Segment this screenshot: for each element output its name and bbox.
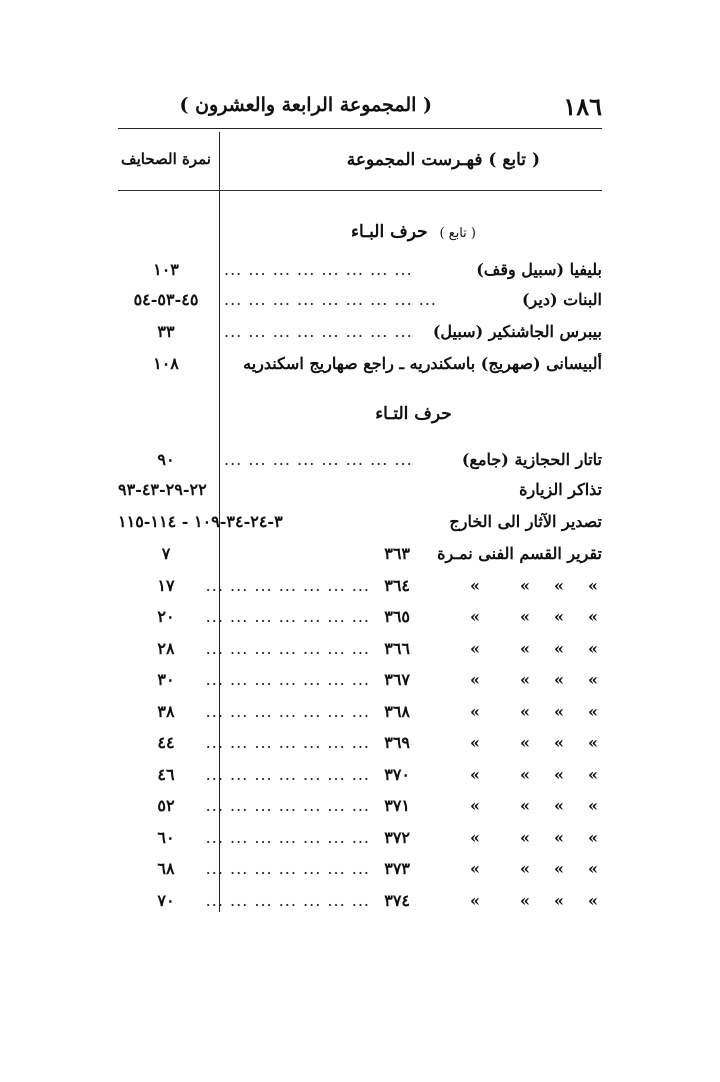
entry-label: تذاكر الزيارة: [519, 480, 602, 499]
report-entry: [118, 639, 602, 667]
ditto-mark: »: [588, 575, 598, 595]
column-heading-rule: [118, 190, 602, 191]
report-pages: ٦٠: [157, 827, 175, 847]
report-pages: ٦٨: [157, 859, 175, 878]
pages-column-heading: نمرة الصحايف: [121, 150, 211, 168]
page-number: ١٨٦: [563, 92, 602, 121]
section-heading-ta: [225, 404, 602, 424]
report-number: ٣٦٨: [384, 701, 410, 721]
ditto-mark: »: [520, 575, 530, 595]
ditto-mark: »: [470, 859, 480, 878]
report-label: تقرير القسم الفنى نمـرة: [437, 544, 602, 563]
ditto-mark: »: [520, 607, 530, 626]
entry-label: بيبرس الجاشنكير (سبيل): [432, 322, 602, 341]
ditto-mark: »: [520, 827, 530, 847]
report-number: ٣٧٤: [384, 890, 410, 910]
ditto-mark: »: [588, 764, 598, 784]
ditto-mark: »: [588, 796, 598, 815]
ditto-mark: »: [588, 670, 598, 689]
ditto-mark: »: [554, 796, 564, 815]
report-entry: [118, 576, 602, 604]
report-entry: [118, 733, 602, 761]
report-entry: [118, 544, 602, 572]
ditto-mark: »: [520, 890, 530, 910]
leader-dots: ... ... ... ... ... ... ...: [205, 733, 370, 752]
leader-dots: ... ... ... ... ... ... ... ... ...: [224, 290, 438, 309]
report-entry: [118, 796, 602, 824]
ditto-mark: »: [554, 859, 564, 878]
report-pages: ٤٦: [157, 764, 175, 784]
ditto-mark: »: [520, 733, 530, 752]
ditto-mark: »: [588, 827, 598, 847]
entry-pages: ١٠٨: [153, 354, 179, 373]
report-number: ٣٧١: [384, 796, 410, 815]
ditto-mark: »: [554, 827, 564, 847]
leader-dots: ... ... ... ... ... ... ...: [205, 796, 370, 815]
ditto-mark: »: [470, 607, 480, 626]
leader-dots: ... ... ... ... ... ... ... ...: [224, 450, 413, 469]
ditto-mark: »: [588, 607, 598, 626]
section-title: حرف البـاء: [351, 222, 428, 242]
report-number: ٣٧٣: [384, 859, 410, 878]
leader-dots: ... ... ... ... ... ... ... ...: [224, 260, 413, 279]
ditto-mark: »: [588, 733, 598, 752]
ditto-mark: »: [470, 764, 480, 784]
ditto-mark: »: [554, 575, 564, 595]
index-entry: [118, 260, 602, 288]
header-rule: [118, 128, 602, 129]
report-entry: [118, 607, 602, 635]
index-entry: [118, 322, 602, 350]
report-number: ٣٧٠: [384, 764, 410, 784]
leader-dots: ... ... ... ... ... ... ...: [205, 827, 370, 847]
index-entry: [118, 480, 602, 508]
ditto-mark: »: [554, 607, 564, 626]
section-prefix: ( تابع ): [439, 226, 476, 241]
entry-label: تاتار الحجازية (جامع): [461, 450, 602, 469]
report-pages: ٥٢: [157, 796, 175, 815]
index-column-heading: ( تابع ) فهـرست المجموعة: [346, 150, 540, 170]
leader-dots: ... ... ... ... ... ... ... ...: [224, 322, 413, 341]
ditto-mark: »: [520, 796, 530, 815]
report-entry: [118, 765, 602, 793]
index-entry: [118, 290, 602, 318]
leader-dots: ... ... ... ... ... ... ...: [205, 859, 370, 878]
ditto-mark: »: [470, 638, 480, 658]
ditto-mark: »: [588, 859, 598, 878]
entry-label: بليفيا (سبيل وقف): [476, 260, 602, 279]
leader-dots: ... ... ... ... ... ... ...: [205, 701, 370, 721]
ditto-mark: »: [554, 638, 564, 658]
entry-pages: ٣-٢٤-٣٤-١٠٩ - ١١٤-١١٥: [118, 512, 283, 531]
report-number: ٣٦٦: [384, 638, 410, 658]
report-pages: ١٧: [157, 575, 175, 595]
report-pages: ٧٠: [157, 890, 175, 910]
report-pages: ٣٨: [157, 701, 175, 721]
page-header: [118, 92, 602, 128]
report-number: ٣٦٥: [384, 607, 410, 626]
index-entry: [118, 450, 602, 478]
leader-dots: ... ... ... ... ... ... ...: [205, 575, 370, 595]
ditto-mark: »: [470, 733, 480, 752]
index-entry: [118, 354, 602, 382]
ditto-mark: »: [520, 701, 530, 721]
report-pages: ٣٠: [157, 670, 175, 689]
entry-pages: ٩٠: [157, 450, 175, 469]
ditto-mark: »: [520, 764, 530, 784]
section-heading-ba: [225, 222, 602, 242]
report-pages: ٧: [161, 544, 171, 563]
leader-dots: ... ... ... ... ... ... ...: [205, 764, 370, 784]
leader-dots: ... ... ... ... ... ... ...: [205, 638, 370, 658]
ditto-mark: »: [588, 701, 598, 721]
report-number: ٣٦٣: [384, 544, 410, 563]
section-title: حرف التـاء: [375, 404, 452, 424]
ditto-mark: »: [588, 638, 598, 658]
report-number: ٣٦٤: [384, 575, 410, 595]
ditto-mark: »: [520, 859, 530, 878]
entry-pages: ٢٢-٢٩-٤٣-٩٣: [118, 480, 207, 499]
ditto-mark: »: [520, 638, 530, 658]
entry-pages: ١٠٣: [153, 260, 179, 279]
index-entry: [118, 512, 602, 540]
entry-label: البنات (دير): [521, 290, 602, 309]
ditto-mark: »: [470, 701, 480, 721]
report-pages: ٢٠: [157, 607, 175, 626]
report-number: ٣٧٢: [384, 827, 410, 847]
ditto-mark: »: [470, 890, 480, 910]
ditto-mark: »: [554, 890, 564, 910]
report-entry: [118, 891, 602, 919]
ditto-mark: »: [470, 670, 480, 689]
ditto-mark: »: [554, 733, 564, 752]
entry-label: ألبيسانى (صهريج) باسكندريه ـ راجع صهاريج اسكندريه: [243, 354, 602, 373]
running-title: ( المجموعة الرابعة والعشرون ): [179, 94, 432, 116]
ditto-mark: »: [470, 796, 480, 815]
ditto-mark: »: [554, 670, 564, 689]
report-pages: ٢٨: [157, 638, 175, 658]
leader-dots: ... ... ... ... ... ... ...: [205, 890, 370, 910]
leader-dots: ... ... ... ... ... ... ...: [205, 607, 370, 626]
ditto-mark: »: [470, 827, 480, 847]
report-entry: [118, 828, 602, 856]
ditto-mark: »: [470, 575, 480, 595]
entry-pages: ٤٥-٥٣-٥٤: [133, 290, 199, 309]
report-number: ٣٦٩: [384, 733, 410, 752]
leader-dots: ... ... ... ... ... ... ...: [205, 670, 370, 689]
report-number: ٣٦٧: [384, 670, 410, 689]
ditto-mark: »: [554, 764, 564, 784]
ditto-mark: »: [588, 890, 598, 910]
entry-pages: ٣٣: [157, 322, 175, 341]
report-entry: [118, 702, 602, 730]
report-entry: [118, 859, 602, 887]
report-pages: ٤٤: [157, 733, 175, 752]
ditto-mark: »: [520, 670, 530, 689]
report-entry: [118, 670, 602, 698]
entry-label: تصدير الآثار الى الخارج: [449, 512, 602, 531]
ditto-mark: »: [554, 701, 564, 721]
